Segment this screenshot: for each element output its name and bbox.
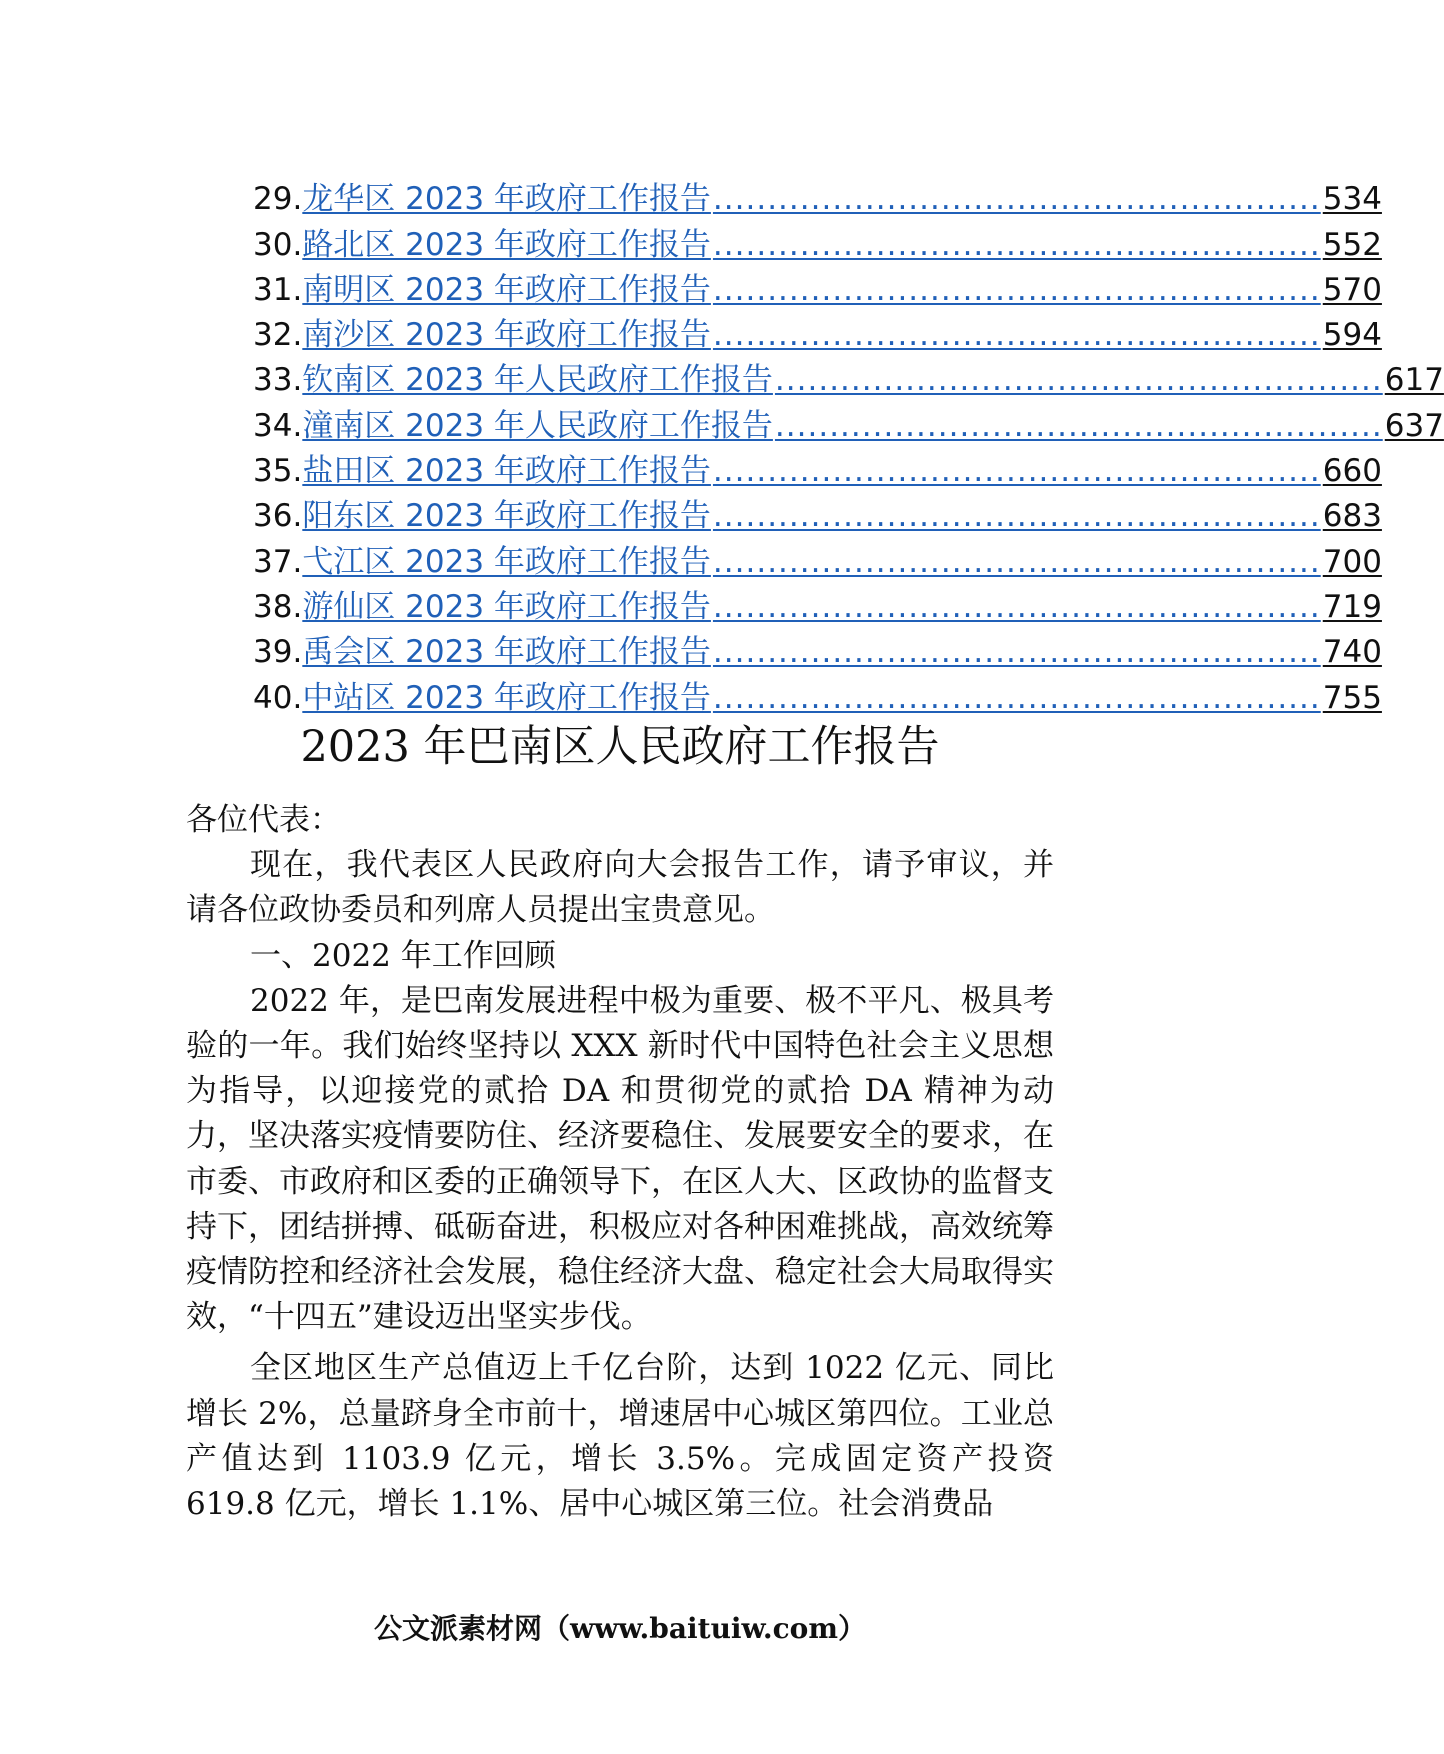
toc-entry[interactable] [253, 261, 1382, 308]
paragraph-review: 2022 年，是巴南发展进程中极为重要、极不平凡、极具考验的一年。我们始终坚持以 XXX 新时代中国特色社会主义思想为指导，以迎接党的贰拾 DA 和贯彻党的贰拾 DA 精神为动力，坚决落实疫情要防住、经济要稳住、发展要安全的要求，在市委、市政府和区委的正确领导下，在区人大、区政协的监督支持下，团结拼搏、砥砺奋进，积极应对各种困难挑战，高效统筹疫情防控和经济社会发展，稳住经济大盘、稳定社会大局取得实效，“十四五”建设迈出坚实步伐。 [186, 982, 1054, 1336]
toc-entry-page[interactable]: 552 [1322, 226, 1382, 263]
toc-entry-page[interactable]: 570 [1322, 271, 1382, 308]
section-heading: 一、2022 年工作回顾 [250, 937, 556, 974]
toc-entry[interactable] [253, 442, 1382, 490]
toc-entry-link[interactable]: 路北区 2023 年政府工作报告 [302, 226, 711, 263]
toc-entry-leader: ........................................................ [774, 407, 1383, 444]
paragraph-economy: 全区地区生产总值迈上千亿台阶，达到 1022 亿元、同比增长 2%，总量跻身全市前十，增速居中心城区第四位。工业总产值达到 1103.9 亿元，增长 3.5%。完成固定资产投资 619.8 亿元，增长 1.1%、居中心城区第三位。社会消费品 [186, 1350, 1054, 1523]
salutation: 各位代表： [186, 802, 341, 838]
toc-entry-link[interactable]: 盐田区 2023 年政府工作报告 [302, 453, 711, 490]
report-body [186, 798, 1054, 1527]
table-of-contents [253, 170, 1444, 716]
toc-entry-link[interactable]: 禹会区 2023 年政府工作报告 [302, 634, 711, 671]
toc-entry[interactable] [253, 306, 1382, 354]
toc-entry-number: 39. [253, 634, 303, 671]
toc-entry-number: 34. [253, 407, 303, 444]
toc-entry-page[interactable]: 700 [1322, 543, 1382, 580]
toc-entry-number: 35. [253, 453, 303, 490]
toc-entry-leader: ........................................................ [712, 226, 1321, 263]
toc-entry-page[interactable]: 719 [1322, 588, 1382, 625]
toc-entry-number: 33. [253, 362, 303, 399]
toc-entry-number: 30. [253, 226, 303, 263]
toc-entry-link[interactable]: 南沙区 2023 年政府工作报告 [302, 317, 711, 354]
toc-entry[interactable] [253, 623, 1382, 671]
toc-entry-link[interactable]: 弋江区 2023 年政府工作报告 [302, 543, 711, 580]
toc-entry-leader: ........................................................ [712, 498, 1321, 535]
toc-entry-number: 40. [253, 679, 303, 716]
footer-watermark: 公文派素材网（www.baituiw.com） [374, 1612, 866, 1645]
toc-entry[interactable] [253, 215, 1382, 263]
toc-entry[interactable] [253, 487, 1382, 535]
toc-entry-link[interactable]: 龙华区 2023 年政府工作报告 [302, 181, 711, 218]
toc-entry-link[interactable]: 阳东区 2023 年政府工作报告 [302, 498, 711, 535]
toc-entry-page[interactable]: 637 [1384, 407, 1444, 444]
toc-entry-leader: ........................................................ [712, 634, 1321, 671]
toc-entry-link[interactable]: 中站区 2023 年政府工作报告 [302, 679, 711, 716]
toc-entry-number: 37. [253, 543, 303, 580]
toc-entry-number: 38. [253, 588, 303, 625]
intro-paragraph: 现在，我代表区人民政府向大会报告工作，请予审议，并请各位政协委员和列席人员提出宝贵意见。 [186, 847, 1054, 929]
toc-entry-page[interactable]: 660 [1322, 453, 1382, 490]
toc-entry-link[interactable]: 钦南区 2023 年人民政府工作报告 [302, 362, 773, 399]
toc-entry-leader: ........................................................ [712, 679, 1321, 716]
toc-entry-page[interactable]: 617 [1384, 362, 1444, 399]
toc-entry-number: 36. [253, 498, 303, 535]
toc-entry-page[interactable]: 683 [1322, 498, 1382, 535]
toc-entry-leader: ........................................................ [712, 543, 1321, 580]
toc-entry[interactable] [253, 578, 1382, 625]
toc-entry-page[interactable]: 534 [1322, 181, 1382, 218]
toc-entry-number: 29. [253, 181, 303, 218]
toc-entry-link[interactable]: 潼南区 2023 年人民政府工作报告 [302, 407, 773, 444]
toc-entry-leader: ........................................................ [712, 317, 1321, 354]
toc-entry-number: 31. [253, 271, 303, 308]
report-title: 2023 年巴南区人民政府工作报告 [300, 722, 940, 772]
toc-entry-link[interactable]: 游仙区 2023 年政府工作报告 [302, 588, 711, 625]
toc-entry-leader: ........................................................ [712, 588, 1321, 625]
toc-entry[interactable] [253, 532, 1382, 580]
toc-entry-leader: ........................................................ [774, 362, 1383, 399]
toc-entry-leader: ........................................................ [712, 271, 1321, 308]
toc-entry-link[interactable]: 南明区 2023 年政府工作报告 [302, 271, 711, 308]
toc-entry-leader: ........................................................ [712, 453, 1321, 490]
toc-entry-page[interactable]: 594 [1322, 317, 1382, 354]
toc-entry[interactable] [253, 351, 1444, 399]
toc-entry[interactable] [253, 396, 1444, 444]
toc-entry-leader: ........................................................ [712, 181, 1321, 218]
toc-entry-page[interactable]: 755 [1322, 679, 1382, 716]
toc-entry[interactable] [253, 170, 1382, 218]
toc-entry[interactable] [253, 668, 1382, 716]
toc-entry-number: 32. [253, 317, 303, 354]
toc-entry-page[interactable]: 740 [1322, 634, 1382, 671]
